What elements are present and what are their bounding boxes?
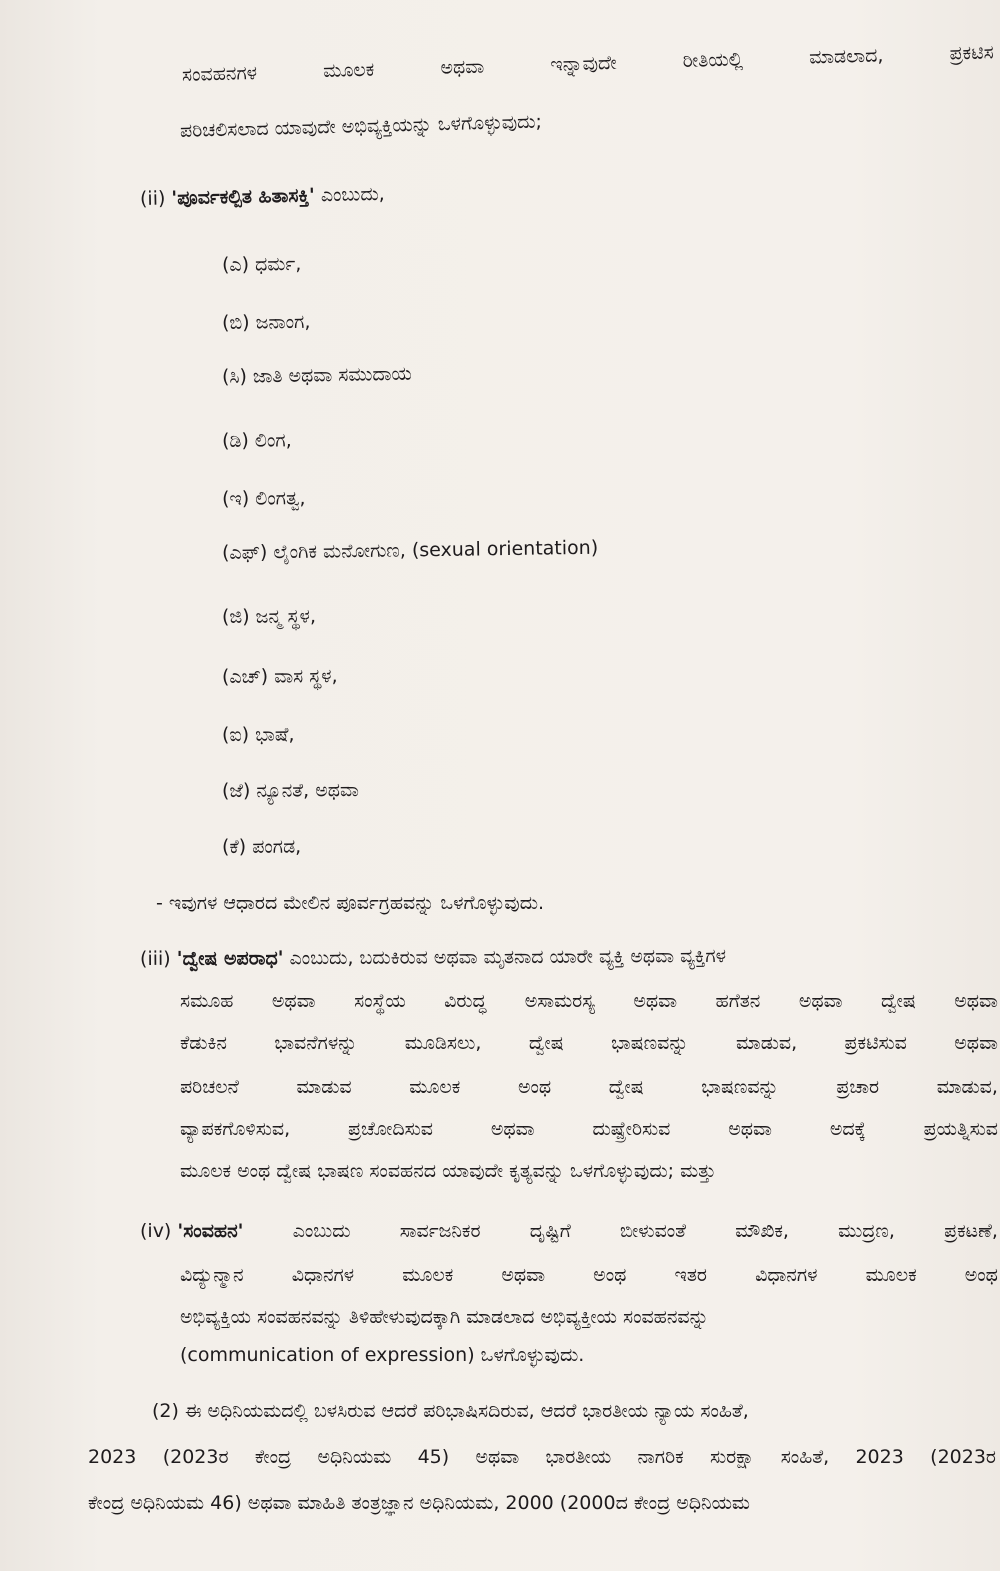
- clause-iii-line-3: ಕೆಡುಕಿನ ಭಾವನೆಗಳನ್ನು ಮೂಡಿಸಲು, ದ್ವೇಷ ಭಾಷಣವನ್ನು ಮಾಡುವ, ಪ್ರಕಟಿಸುವ ಅಥವಾ: [180, 1032, 998, 1054]
- list-item: (ಎ) ಧರ್ಮ,: [221, 252, 302, 276]
- clause-iv-line-4: (communication of expression) ಒಳಗೊಳ್ಳುವುದು.: [180, 1344, 585, 1366]
- clause-iii-line-5: ವ್ಯಾಪಕಗೊಳಿಸುವ, ಪ್ರಚೋದಿಸುವ ಅಥವಾ ದುಷ್ಪ್ರೇರಿಸುವ ಅಥವಾ ಅದಕ್ಕೆ ಪ್ರಯತ್ನಿಸುವ: [180, 1118, 998, 1140]
- clause-iv-heading: (iv) 'ಸಂವಹನ' ಎಂಬುದು ಸಾರ್ವಜನಿಕರ ದೃಷ್ಟಿಗೆ ಬೀಳುವಂತೆ ಮೌಖಿಕ, ಮುದ್ರಣ, ಪ್ರಕಟಣೆ,: [140, 1220, 998, 1242]
- clause-iii-line-4: ಪರಿಚಲನೆ ಮಾಡುವ ಮೂಲಕ ಅಂಥ ದ್ವೇಷ ಭಾಷಣವನ್ನು ಪ್ರಚಾರ ಮಾಡುವ,: [180, 1076, 998, 1098]
- clause-ii-closing: - ಇವುಗಳ ಆಧಾರದ ಮೇಲಿನ ಪೂರ್ವಗ್ರಹವನ್ನು ಒಳಗೊಳ್ಳುವುದು.: [156, 892, 545, 914]
- list-item: (ಐ) ಭಾಷೆ,: [221, 723, 295, 746]
- list-item: (ಎಫ್) ಲೈಂಗಿಕ ಮನೋಗುಣ, (sexual orientation): [221, 536, 599, 564]
- clause-ii-rest: ಎಂಬುದು,: [320, 182, 385, 207]
- clause-iv-number: (iv): [140, 1220, 172, 1242]
- list-item: (ಜಿ) ಜನ್ಮ ಸ್ಥಳ,: [221, 605, 317, 628]
- list-item: (ಡಿ) ಲಿಂಗ,: [221, 429, 292, 452]
- clause-ii-term: 'ಪೂರ್ವಕಲ್ಪಿತ ಹಿತಾಸಕ್ತಿ': [171, 184, 316, 210]
- clause-ii-heading: [140, 181, 385, 212]
- clause-iv-line-2: ವಿದ್ಯುನ್ಮಾನ ವಿಧಾನಗಳ ಮೂಲಕ ಅಥವಾ ಅಂಥ ಇತರ ವಿಧಾನಗಳ ಮೂಲಕ ಅಂಥ: [180, 1264, 998, 1286]
- clause-iii-line-6: ಮೂಲಕ ಅಂಥ ದ್ವೇಷ ಭಾಷಣ ಸಂವಹನದ ಯಾವುದೇ ಕೃತ್ಯವನ್ನು ಒಳಗೊಳ್ಳುವುದು; ಮತ್ತು: [180, 1160, 716, 1182]
- clause-ii-number: (ii): [139, 187, 166, 210]
- list-item: (ಬಿ) ಜನಾಂಗ,: [221, 310, 311, 334]
- intro-line-2: ಪರಿಚಲಿಸಲಾದ ಯಾವುದೇ ಅಭಿವ್ಯಕ್ತಿಯನ್ನು ಒಳಗೊಳ್ಳುವುದು;: [179, 110, 543, 142]
- clause-iii-rest: ಎಂಬುದು, ಬದುಕಿರುವ ಅಥವಾ ಮೃತನಾದ ಯಾರೇ ವ್ಯಕ್ತಿ ಅಥವಾ ವ್ಯಕ್ತಿಗಳ: [289, 944, 727, 970]
- list-item: (ಸಿ) ಜಾತಿ ಅಥವಾ ಸಮುದಾಯ: [221, 362, 412, 388]
- clause-iv-line-3: ಅಭಿವ್ಯಕ್ತಿಯ ಸಂವಹನವನ್ನು ತಿಳಿಹೇಳುವುದಕ್ಕಾಗಿ ಮಾಡಲಾದ ಅಭಿವ್ಯಕ್ತೀಯ ಸಂವಹನವನ್ನು: [180, 1306, 709, 1328]
- clause-iii-line-2: ಸಮೂಹ ಅಥವಾ ಸಂಸ್ಥೆಯ ವಿರುದ್ಧ ಅಸಾಮರಸ್ಯ ಅಥವಾ ಹಗೆತನ ಅಥವಾ ದ್ವೇಷ ಅಥವಾ: [180, 990, 998, 1012]
- list-item: (ಕೆ) ಪಂಗಡ,: [221, 835, 302, 858]
- list-item: (ಎಚ್) ವಾಸ ಸ್ಥಳ,: [221, 664, 338, 688]
- clause-iv-term: 'ಸಂವಹನ': [177, 1220, 244, 1242]
- sub2-line-3: ಕೇಂದ್ರ ಅಧಿನಿಯಮ 46) ಅಥವಾ ಮಾಹಿತಿ ತಂತ್ರಜ್ಞಾನ ಅಧಿನಿಯಮ, 2000 (2000ದ ಕೇಂದ್ರ ಅಧಿನಿಯಮ: [88, 1492, 751, 1514]
- clause-iii-number: (iii): [139, 947, 171, 970]
- list-item: (ಇ) ಲಿಂಗತ್ವ,: [221, 487, 306, 510]
- clause-iii-term: 'ದ್ವೇಷ ಅಪರಾಧ': [176, 947, 284, 970]
- sub2-line-2: 2023 (2023ರ ಕೇಂದ್ರ ಅಧಿನಿಯಮ 45) ಅಥವಾ ಭಾರತೀಯ ನಾಗರಿಕ ಸುರಕ್ಷಾ ಸಂಹಿತೆ, 2023 (2023ರ: [88, 1446, 996, 1468]
- list-item: (ಜೆ) ನ್ಯೂನತೆ, ಅಥವಾ: [221, 779, 359, 802]
- clause-iii-heading: [140, 943, 726, 972]
- intro-line-1: ಸಂವಹನಗಳ ಮೂಲಕ ಅಥವಾ ಇನ್ನಾವುದೇ ರೀತಿಯಲ್ಲಿ ಮಾಡಲಾದ, ಪ್ರಕಟಿಸ: [181, 41, 994, 86]
- sub2-line-1: (2) ಈ ಅಧಿನಿಯಮದಲ್ಲಿ ಬಳಸಿರುವ ಆದರೆ ಪರಿಭಾಷಿಸದಿರುವ, ಆದರೆ ಭಾರತೀಯ ನ್ಯಾಯ ಸಂಹಿತೆ,: [152, 1400, 749, 1422]
